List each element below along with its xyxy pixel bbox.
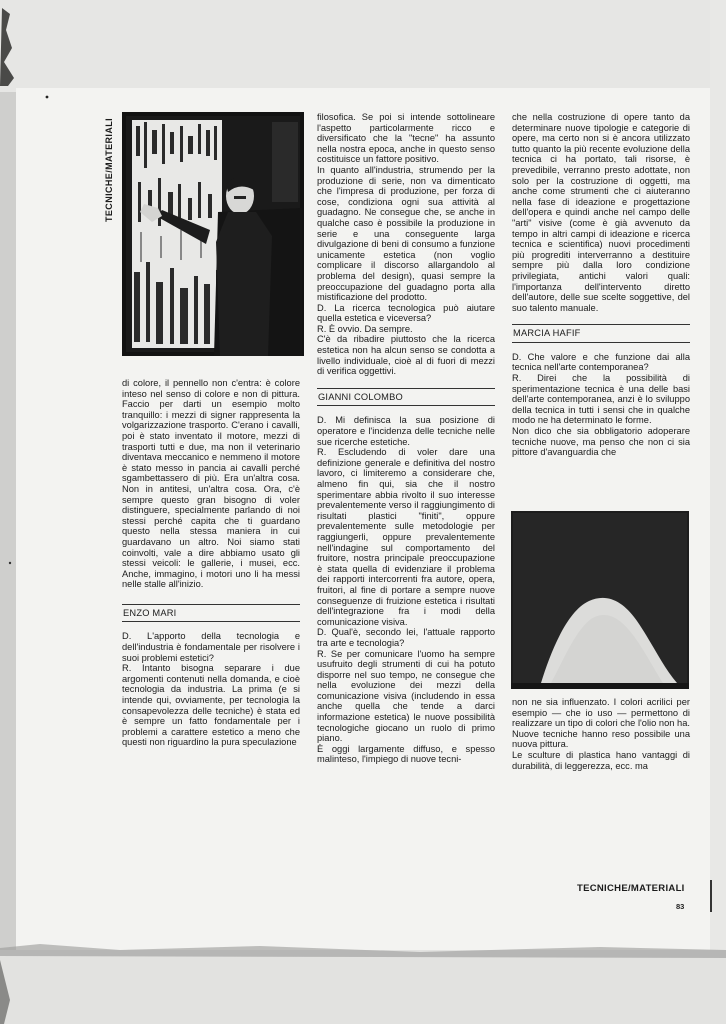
speck [46, 96, 49, 99]
body-text: C'è da ribadire piuttosto che la ricerca estetica non ha alcun senso se condotta a livello individuale, cioè al di fuori di mezzi di verifica oggettivi. [317, 334, 495, 377]
body-text: R. Se per comunicare l'uomo ha sempre usufruito degli strumenti di cui ha potuto disporre nel suo tempo, ne consegue che nella evoluzione dei mezzi della comunicazione visiva (includendo in essa anche quella che tende a darci informazione estetica) le nuove possibilità tecnologiche giocano un ruolo di primo piano. [317, 648, 495, 744]
body-text: non ne sia influenzato. I colori acrilici per esempio — che io uso — permettono di realizzare un tipo di colori che l'olio non ha. Nuove tecniche hanno reso possibile una nuova pittura. [512, 697, 690, 750]
body-text: che nella costruzione di opere tanto da determinare nuove tipologie e categorie di opere, ma certo non si è ancora utilizzato tutto quanto la più recente evoluzione della tecnica ci ha portato, tali risorse, è prevedibile, verranno presto adottate, non solo per la costruzione di oggetti, ma anche come strumenti che ci aiuteranno nella fase di ideazione e progettazione dell'opera e quindi anche nel campo delle "arti" visive (come è già avvenuto da tempo in altri campi di ideazione e ricerca tecnica e scientifica) nuovi procedimenti più progrediti interverranno a destituire sempre più dalla loro condizione privilegiata, antichi valori quali: l'importanza dell'intervento diretto dell'autore, delle sue scelte soggettive, del suo talento manuale. [512, 112, 690, 313]
section-heading-enzo-mari: ENZO MARI [122, 604, 300, 623]
artwork-photo [511, 511, 689, 689]
body-text: R. È ovvio. Da sempre. [317, 323, 413, 334]
column-2 [317, 112, 495, 765]
body-text: Le sculture di plastica hano vantaggi di durabilità, di leggerezza, ecc. ma [512, 749, 690, 771]
page-number: 83 [676, 902, 685, 911]
column-1 [122, 378, 300, 748]
bottom-shadow [0, 944, 726, 958]
top-left-scan-mark [0, 8, 14, 86]
column-3-continued [512, 697, 690, 771]
section-heading-gianni-colombo: GIANNI COLOMBO [317, 388, 495, 407]
footer-section-title: TECNICHE/MATERIALI [577, 883, 685, 894]
body-text: D. La ricerca tecnologica può aiutare quella estetica e viceversa? [317, 302, 495, 324]
body-text: Non dico che sia obbligatorio adoperare tecniche nuove, ma penso che non ci sia pittore d'avanguardia che [512, 426, 690, 458]
speck [9, 562, 11, 564]
bottom-left-scan-mark [0, 960, 10, 1024]
artist-photo [122, 112, 304, 356]
body-text: filosofica. Se poi si intende sottolineare l'aspetto particolarmente ricco e diversificato che la "tecne" ha assunto nella nostra epoca, anche in questo senso costituisce un fattore positivo. [317, 112, 495, 165]
body-text: R. Direi che la possibilità di sperimentazione tecnica è una delle basi dell'arte contemporanea, anzi è lo sviluppo della tecnica in tutti i sensi che in qualche modo ne ha determinato le forme. [512, 373, 690, 426]
body-text: D. Qual'è, secondo lei, l'attuale rapporto tra arte e tecnologia? [317, 627, 495, 648]
body-text: D. L'apporto della tecnologia e dell'industria è fondamentale per risolvere i suoi problemi estetici? [122, 631, 300, 663]
body-text: R. Intanto bisogna separare i due argomenti contenuti nella domanda, e cioè tecnologia da industria. La prima (e si intende qui, ovviamente, per tecnologia la consapevolezza delle tecniche) è stata ed è sempre un fatto fondamentale per i problemi a carattere estetico a meno che questi non riguardino la pura speculazione [122, 663, 300, 748]
body-text: È oggi largamente diffuso, e spesso malinteso, l'impiego di nuove tecni- [317, 743, 495, 765]
body-text: R. Escludendo di voler dare una definizione generale e definitiva del nostro lavoro, ci limiteremo a considerare che, almeno fin qui, sia che il nostro sperimentare abbia rivolto il suo interesse prevalentemente verso il raggiungimento di risultati plastici "finiti", oppure prevalentemente sulle metodologie per raggiungerli, oppure prevalentemente nell'indagine sul comportamento del fruitore, nostra principale preoccupazione è stata quella di evidenziare il problema dei rapporti intercorrenti fra autore, opera, fruitori, al fine di portare a sempre nuove conseguenze di fruizione estetica i risultati dell'integrazione fra i modi della comunicazione visiva. [317, 447, 495, 627]
column-3 [512, 112, 690, 458]
body-text: D. Che valore e che funzione dai alla tecnica nell'arte contemporanea? [512, 351, 690, 373]
right-edge-mark [710, 880, 712, 912]
body-text: In quanto all'industria, strumendo per la produzione di serie, non va dimenticato che l'impresa di produzione, per forza di cose, condiziona ogni sua attività al guadagno. Ne consegue che, se anche in qualche caso è possibile la produzione in serie e una conseguente larga divulgazione di beni di consumo a funzione unicamente estetica (non voglio complicare il discorso allargandolo al problema del design), quasi sempre la preoccupazione del guadagno porta alla mistificazione del prodotto. [317, 164, 495, 303]
side-section-label: TECNICHE/MATERIALI [104, 117, 114, 222]
section-heading-marcia-hafif: MARCIA HAFIF [512, 324, 690, 343]
body-text: D. Mi definisca la sua posizione di operatore e l'incidenza delle tecniche nelle sue ricerche estetiche. [317, 415, 495, 447]
body-text: di colore, il pennello non c'entra: è colore inteso nel senso di colore e non di pittura. Faccio per darti un esempio molto tranquillo: i mezzi di signer rappresenta la volgarizzazione trasporto. C'erano i cavalli, poi è stato inventato il motore, mezzi di trasporti tutti e due, ma non il veterinario diventava meccanico e nemmeno il motore è stato messo in pancia ai cavalli perché sgambettassero di più. Era un'altra cosa. Non in antitesi, un'altra cosa. Ora, c'è sempre questo gran bisogno di voler distinguere, specialmente parlando di noi stessi perché capita che ti guardano questo nella stessa maniera in cui guardavano un altro. Noi siamo stati coinvolti, vale a dire abbiamo usato gli stessi veicoli: le gallerie, i musei, ecc. Anche, immagino, i motori uno li ha messi nelle stalle all'inizio. [122, 378, 300, 590]
